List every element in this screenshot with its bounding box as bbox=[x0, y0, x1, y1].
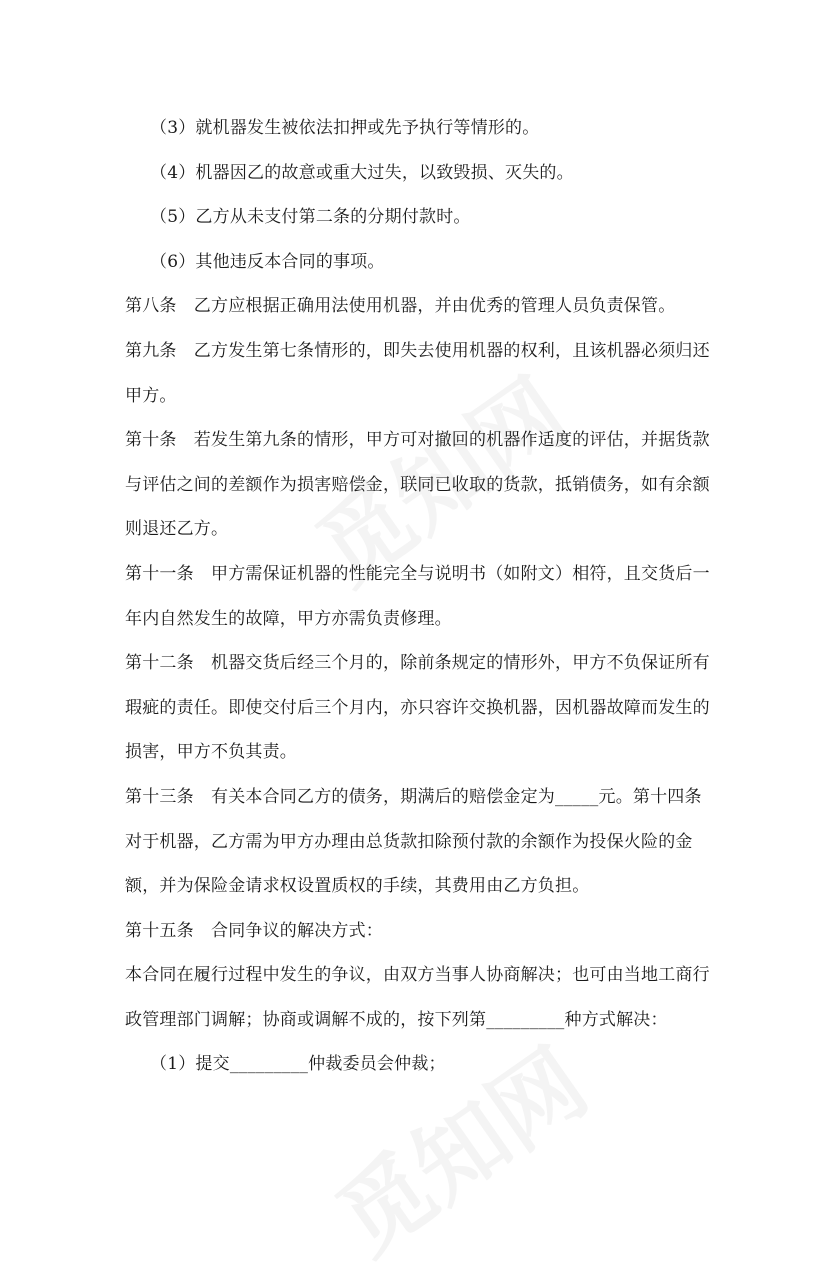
article-11-line-1: 第十一条 甲方需保证机器的性能完全与说明书（如附文）相符，且交货后一 bbox=[125, 563, 710, 584]
clause-item-5: （5）乙方从未支付第二条的分期付款时。 bbox=[150, 207, 471, 228]
article-9-line-1: 第九条 乙方发生第七条情形的，即失去使用机器的权利，且该机器必须归还 bbox=[125, 340, 710, 361]
article-10-line-1: 第十条 若发生第九条的情形，甲方可对撤回的机器作适度的评估，并据货款 bbox=[125, 430, 710, 451]
dispute-option-1: （1）提交_________仲裁委员会仲裁； bbox=[150, 1054, 446, 1075]
article-9-line-2: 甲方。 bbox=[125, 385, 177, 406]
article-12-line-2: 瑕疵的责任。即使交付后三个月内，亦只容许交换机器，因机器故障而发生的 bbox=[125, 697, 710, 718]
article-10-line-2: 与评估之间的差额作为损害赔偿金，联同已收取的货款，抵销债务，如有余额 bbox=[125, 474, 710, 495]
article-13-line-1: 第十三条 有关本合同乙方的债务，期满后的赔偿金定为_____元。第十四条 bbox=[125, 786, 702, 807]
clause-item-3: （3）就机器发生被依法扣押或先予执行等情形的。 bbox=[150, 118, 540, 138]
article-10-line-3: 则退还乙方。 bbox=[125, 519, 229, 540]
article-11-line-2: 年内自然发生的故障，甲方亦需负责修理。 bbox=[125, 608, 452, 629]
article-12-line-3: 损害，甲方不负其责。 bbox=[125, 742, 297, 763]
dispute-paragraph-line-2: 政管理部门调解；协商或调解不成的，按下列第_________种方式解决： bbox=[125, 1009, 668, 1030]
clause-item-4: （4）机器因乙的故意或重大过失，以致毁损、灭失的。 bbox=[150, 162, 574, 183]
article-12-line-1: 第十二条 机器交货后经三个月的，除前条规定的情形外，甲方不负保证所有 bbox=[125, 653, 710, 674]
article-8: 第八条 乙方应根据正确用法使用机器，并由优秀的管理人员负责保管。 bbox=[125, 296, 676, 317]
clause-item-6: （6）其他违反本合同的事项。 bbox=[150, 251, 385, 272]
article-14-line-2: 额，并为保险金请求权设置质权的手续，其费用由乙方负担。 bbox=[125, 876, 590, 897]
article-15-heading: 第十五条 合同争议的解决方式： bbox=[125, 920, 383, 941]
document-body bbox=[125, 106, 710, 1087]
article-14-line-1: 对于机器，乙方需为甲方办理由总货款扣除预付款的余额作为投保火险的金 bbox=[125, 831, 693, 852]
dispute-paragraph-line-1: 本合同在履行过程中发生的争议，由双方当事人协商解决；也可由当地工商行 bbox=[125, 965, 710, 986]
